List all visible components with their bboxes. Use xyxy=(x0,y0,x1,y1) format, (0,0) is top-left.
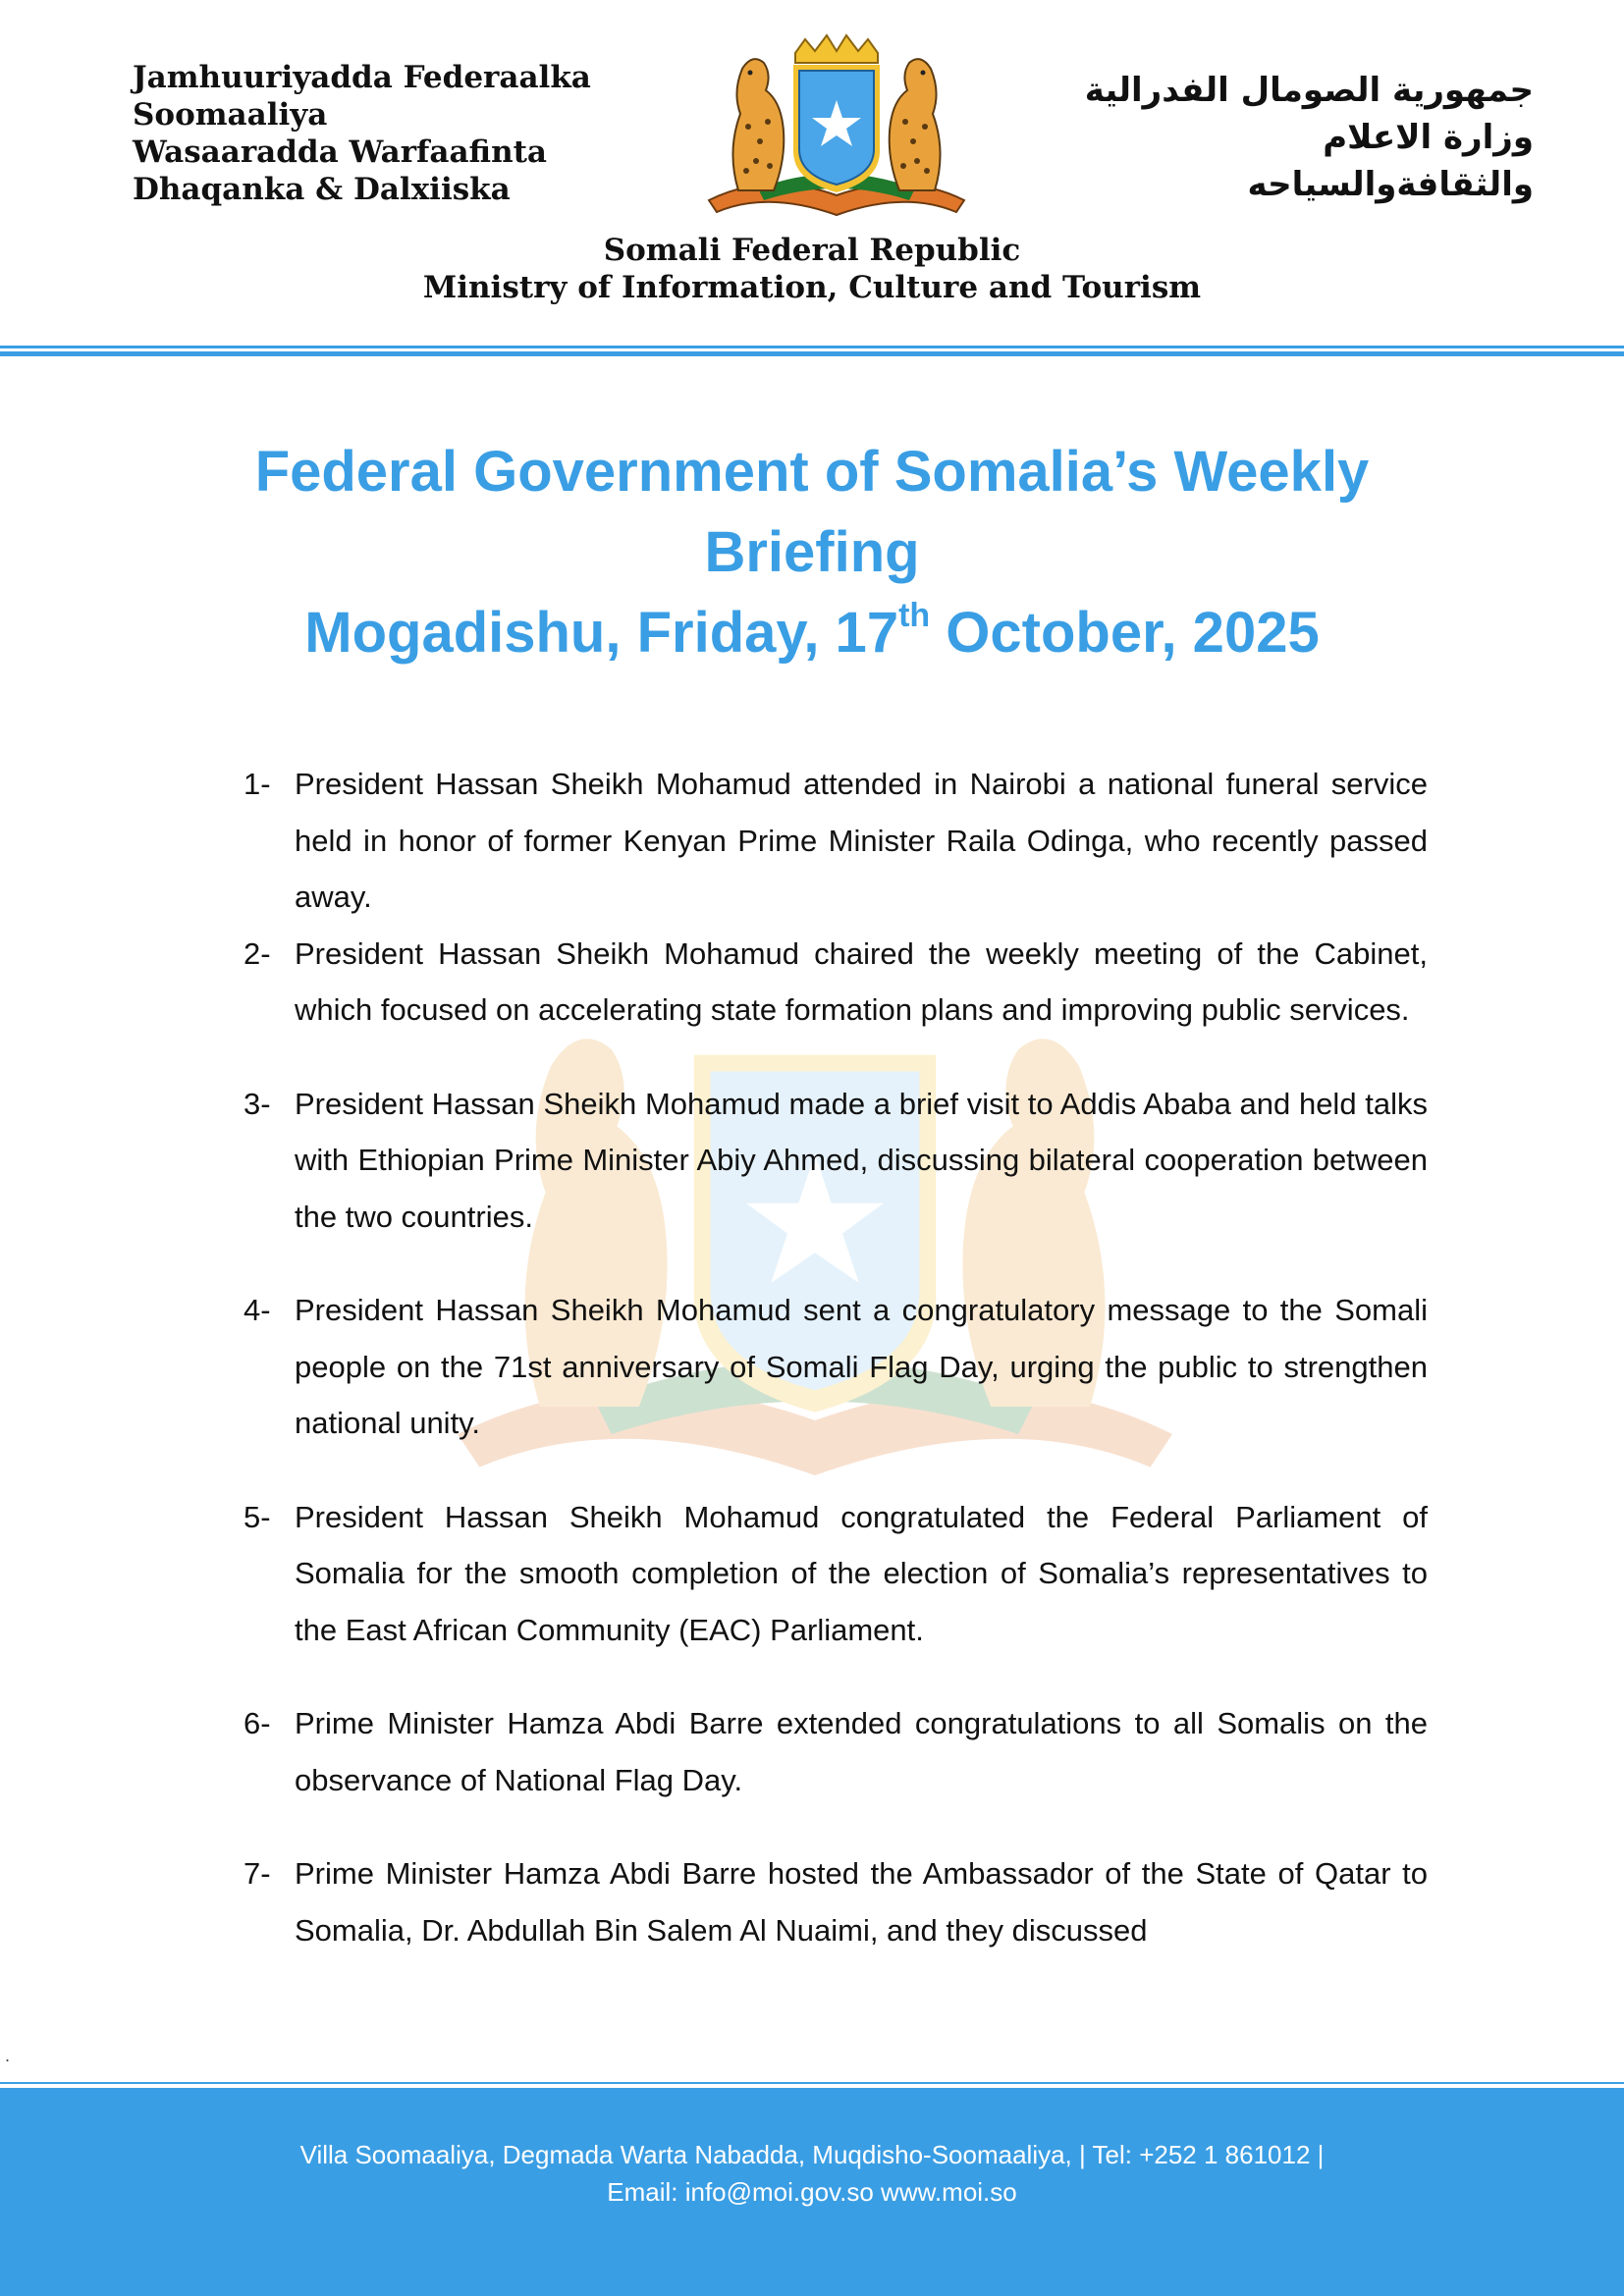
english-ministry-name xyxy=(0,232,1624,306)
item-text: Prime Minister Hamza Abdi Barre hosted the Ambassador of the State of Qatar to Somalia, Dr. Abdullah Bin Salem Al Nuaimi, and they discussed xyxy=(295,1856,1428,1948)
list-item xyxy=(244,1489,1428,1659)
right-line-2: وزارة الاعلام xyxy=(1323,118,1534,157)
item-number: 3- xyxy=(244,1086,271,1121)
footer-divider xyxy=(0,2082,1624,2084)
title-line-3 xyxy=(147,593,1477,673)
item-number: 1- xyxy=(244,767,271,801)
header-divider-thick xyxy=(0,351,1624,356)
item-number: 7- xyxy=(244,1856,271,1891)
center-line-1: Somali Federal Republic xyxy=(603,233,1021,268)
list-item xyxy=(244,756,1428,926)
footer-address: Villa Soomaaliya, Degmada Warta Nabadda, Muqdisho-Soomaaliya, | Tel: +252 1 861012 | xyxy=(299,2140,1325,2169)
right-line-3: والثقافةوالسياحه xyxy=(1247,165,1534,204)
briefing-title xyxy=(147,432,1477,673)
footer-email: Email: info@moi.gov.so www.moi.so xyxy=(607,2177,1017,2207)
list-item xyxy=(244,1076,1428,1246)
stray-mark: . xyxy=(5,2046,11,2065)
item-text: President Hassan Sheikh Mohamud made a brief visit to Addis Ababa and held talks with Ethiopian Prime Minister Abiy Ahmed, discussing bilateral cooperation between the two countries. xyxy=(295,1086,1428,1234)
item-text: President Hassan Sheikh Mohamud congratulated the Federal Parliament of Somalia for the smooth completion of the election of Somalia’s representatives to the East African Community (EAC) Parliament. xyxy=(295,1499,1428,1647)
footer-contact xyxy=(0,2136,1624,2211)
list-item xyxy=(244,1282,1428,1452)
item-text: President Hassan Sheikh Mohamud sent a congratulatory message to the Somali people on the 71st anniversary of Somali Flag Day, urging the public to strengthen national unity. xyxy=(295,1293,1428,1440)
title-date-ordinal: th xyxy=(898,596,931,634)
left-line-4: Dhaqanka & Dalxiiska xyxy=(133,172,511,207)
title-line-1: Federal Government of Somalia’s Weekly xyxy=(254,440,1370,504)
center-line-2: Ministry of Information, Culture and Tourism xyxy=(422,270,1202,305)
right-line-1: جمهورية الصومال الفدرالية xyxy=(1084,71,1534,110)
left-line-2: Soomaaliya xyxy=(133,97,328,133)
item-text: President Hassan Sheikh Mohamud attended in Nairobi a national funeral service held in honor of former Kenyan Prime Minister Raila Odinga, who recently passed away. xyxy=(295,767,1428,914)
footer-bar xyxy=(0,2088,1624,2296)
item-number: 4- xyxy=(244,1293,271,1327)
header-divider-thin xyxy=(0,346,1624,348)
title-date-suffix: October, 2025 xyxy=(930,601,1320,665)
title-line-2: Briefing xyxy=(704,520,920,584)
item-text: Prime Minister Hamza Abdi Barre extended congratulations to all Somalis on the observance of National Flag Day. xyxy=(295,1706,1428,1797)
left-line-1: Jamhuuriyadda Federaalka xyxy=(133,60,591,95)
item-number: 6- xyxy=(244,1706,271,1740)
list-item xyxy=(244,926,1428,1039)
left-line-3: Wasaaradda Warfaafinta xyxy=(133,134,548,170)
arabic-ministry-name xyxy=(1085,67,1534,208)
item-text: President Hassan Sheikh Mohamud chaired the weekly meeting of the Cabinet, which focused on accelerating state formation plans and improving public services. xyxy=(295,935,1428,1027)
list-item xyxy=(244,1695,1428,1808)
letterhead xyxy=(0,0,1624,344)
coat-of-arms-icon xyxy=(699,33,974,230)
title-date-prefix: Mogadishu, Friday, 17 xyxy=(304,601,899,665)
item-number: 2- xyxy=(244,935,271,971)
briefing-items-list xyxy=(244,756,1428,1958)
list-item xyxy=(244,1845,1428,1958)
somali-ministry-name xyxy=(133,59,591,208)
item-number: 5- xyxy=(244,1499,271,1534)
